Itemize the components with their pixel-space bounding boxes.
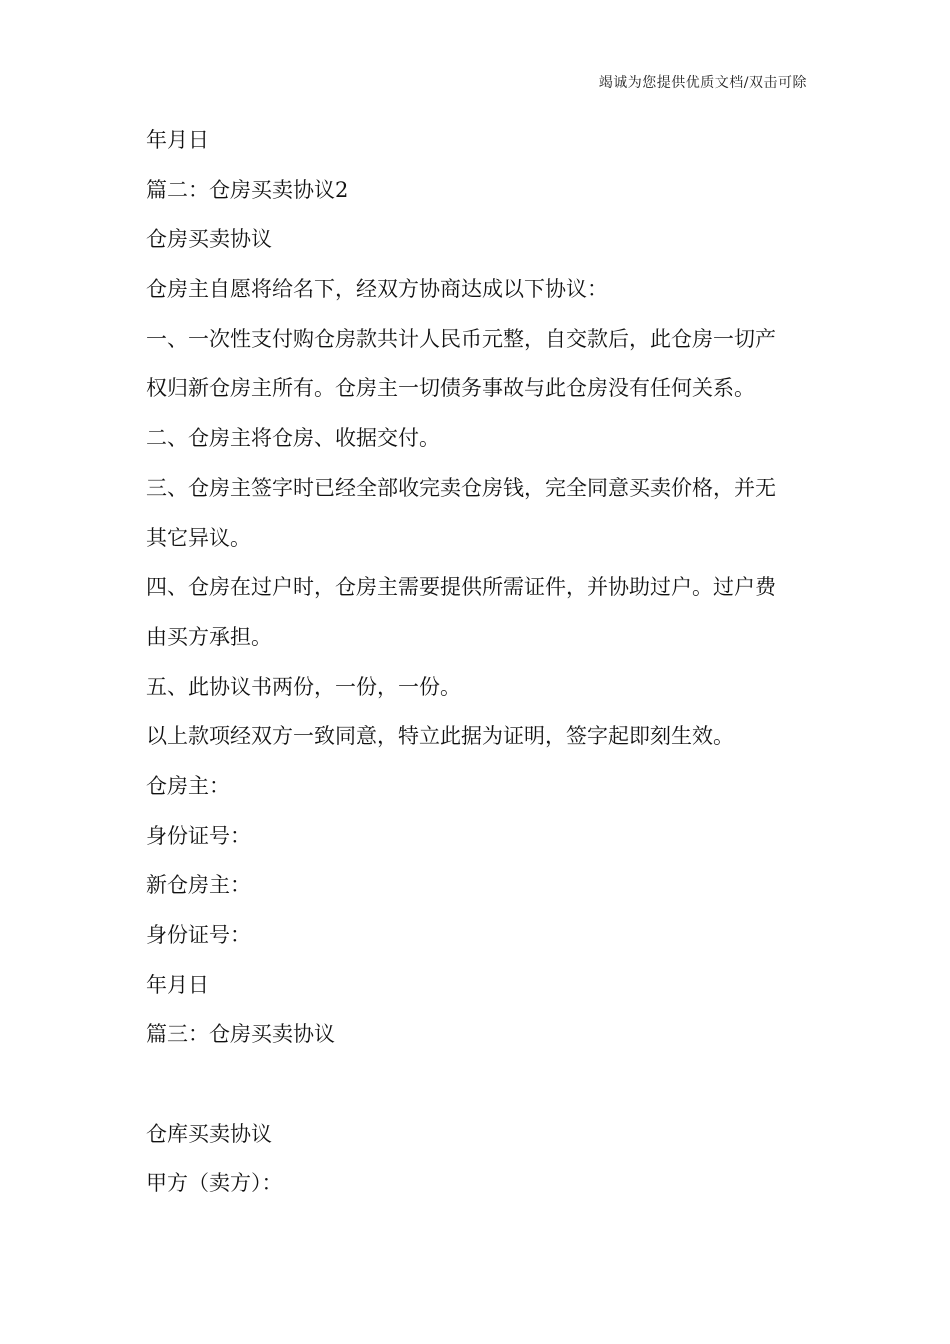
signature-field-label: 身份证号：	[146, 923, 251, 947]
document-body	[146, 116, 811, 1209]
paragraph-line: 一、一次性支付购仓房款共计人民币元整，自交款后，此仓房一切产	[146, 326, 776, 351]
signature-field-label: 新仓房主：	[146, 873, 251, 898]
paragraph-line: 二、仓房主将仓房、收据交付。	[146, 426, 440, 451]
signature-field-label: 仓房主：	[146, 773, 230, 798]
paragraph-line: 其它异议。	[146, 525, 251, 550]
document-title: 仓房买卖协议	[146, 227, 272, 252]
paragraph-line: 由买方承担。	[146, 624, 272, 649]
section-heading: 篇三：仓房买卖协议	[146, 1022, 335, 1047]
date-line: 年月日	[146, 128, 209, 152]
party-label: 甲方（卖方）：	[146, 1171, 283, 1196]
blank-line	[146, 1060, 811, 1110]
document-title: 仓库买卖协议	[146, 1121, 272, 1146]
header-note: 竭诚为您提供优质文档/双击可除	[598, 75, 807, 91]
section-heading: 篇二：仓房买卖协议2	[146, 177, 349, 202]
paragraph-line: 权归新仓房主所有。仓房主一切债务事故与此仓房没有任何关系。	[146, 376, 755, 401]
paragraph-line: 四、仓房在过户时，仓房主需要提供所需证件，并协助过户。过户费	[146, 575, 776, 600]
date-line: 年月日	[146, 972, 209, 997]
paragraph-line: 以上款项经双方一致同意，特立此据为证明，签字起即刻生效。	[146, 724, 734, 749]
paragraph-line: 三、仓房主签字时已经全部收完卖仓房钱，完全同意买卖价格，并无	[146, 475, 776, 500]
paragraph-line: 五、此协议书两份，一份，一份。	[146, 674, 461, 699]
paragraph-line: 仓房主自愿将给名下，经双方协商达成以下协议：	[146, 277, 608, 302]
signature-field-label: 身份证号：	[146, 823, 251, 848]
